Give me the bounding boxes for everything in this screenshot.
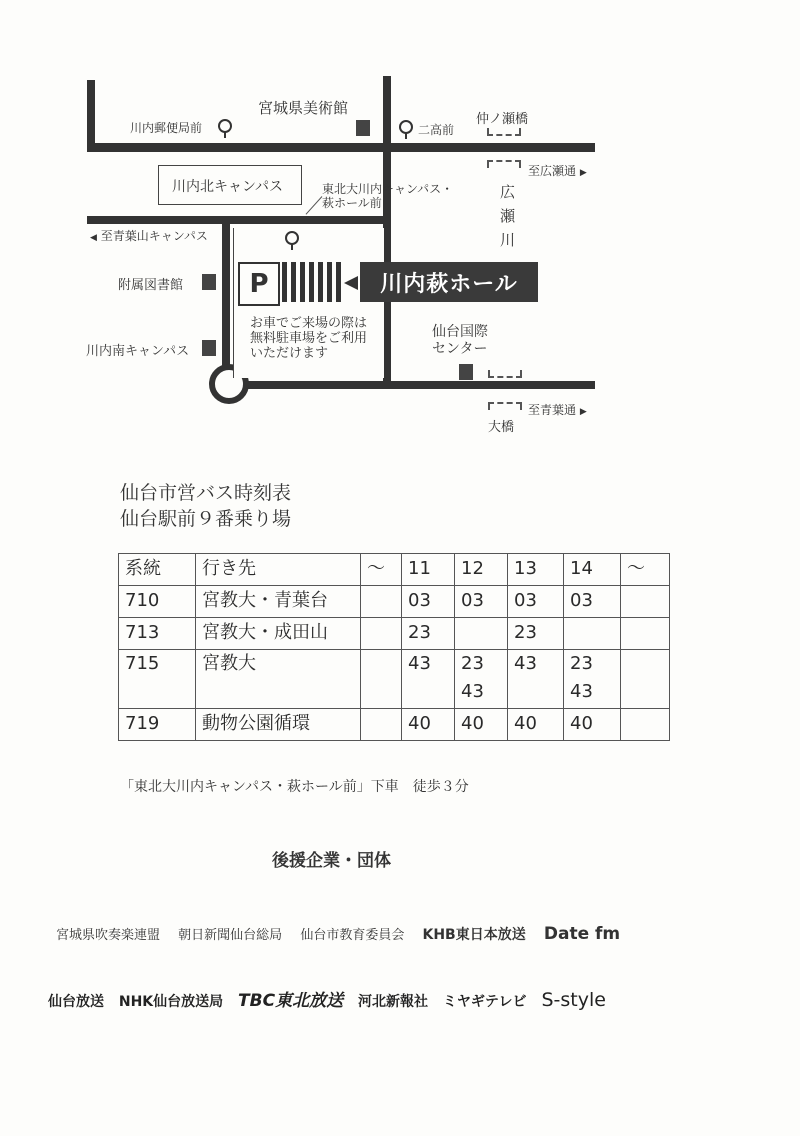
table-header-row bbox=[119, 554, 670, 586]
header-cell: 行き先 bbox=[196, 554, 361, 586]
ohashi-bridge-mark-top bbox=[488, 370, 522, 378]
minami-campus-building bbox=[202, 340, 216, 356]
river-label: 広 瀬 川 bbox=[500, 183, 516, 249]
empty-cell bbox=[621, 650, 670, 709]
time-cell: 40 bbox=[402, 709, 455, 741]
hall-stripes bbox=[282, 262, 342, 302]
road-upper-horizontal bbox=[87, 143, 595, 152]
timetable-title bbox=[120, 480, 291, 532]
dir-hirosedori: 至広瀬通 ▶ bbox=[528, 164, 587, 178]
time-cell: 43 bbox=[402, 650, 455, 709]
stop-nitakamae-label: 二高前 bbox=[418, 123, 455, 137]
sponsor-logo: S-style bbox=[541, 989, 606, 1011]
bus-stop-icon bbox=[285, 231, 299, 245]
header-cell: ～ bbox=[361, 554, 402, 586]
bus-stop-icon bbox=[218, 119, 232, 133]
empty-cell bbox=[361, 586, 402, 618]
hall-name: 川内萩ホール bbox=[380, 271, 518, 297]
time-cell: 23 43 bbox=[564, 650, 621, 709]
arrow-right-icon: ▶ bbox=[579, 407, 587, 417]
sponsors-title: 後援企業・団体 bbox=[272, 851, 391, 871]
stop-note: 「東北大川内キャンパス・萩ホール前」下車 徒歩３分 bbox=[120, 779, 469, 795]
road-south-horizontal bbox=[240, 381, 595, 389]
sponsor-logo: 河北新報社 bbox=[357, 994, 428, 1010]
stop-post-office-label: 川内郵便局前 bbox=[130, 121, 203, 135]
header-cell: 14 bbox=[564, 554, 621, 586]
header-cell: 11 bbox=[402, 554, 455, 586]
table-row bbox=[119, 618, 670, 650]
time-cell: 40 bbox=[564, 709, 621, 741]
access-map bbox=[0, 0, 800, 460]
museum-building bbox=[356, 120, 370, 136]
sponsor-logo: KHB東日本放送 bbox=[422, 927, 526, 943]
table-row bbox=[119, 650, 670, 709]
sponsors-row-1 bbox=[56, 924, 634, 944]
empty-cell bbox=[621, 709, 670, 741]
sponsor-name: 仙台市教育委員会 bbox=[300, 928, 405, 943]
parking-sign bbox=[238, 262, 280, 306]
arrow-left-icon: ◀ bbox=[90, 233, 97, 243]
dir-aobayama: ◀ 至青葉山キャンパス bbox=[90, 229, 208, 243]
ohashi-bridge-label: 大橋 bbox=[488, 420, 515, 435]
road-middle-horizontal bbox=[87, 216, 390, 224]
timetable-title-line2: 仙台駅前９番乗り場 bbox=[120, 508, 292, 530]
dest-cell: 宮教大 bbox=[196, 650, 361, 709]
road-north-vertical-right bbox=[383, 76, 391, 386]
table-row bbox=[119, 709, 670, 741]
time-cell: 03 bbox=[564, 586, 621, 618]
minami-campus-label: 川内南キャンパス bbox=[86, 344, 190, 359]
dir-aobadori: 至青葉通 ▶ bbox=[528, 403, 587, 417]
parking-symbol: P bbox=[249, 269, 269, 299]
empty-cell bbox=[621, 586, 670, 618]
bus-stop-icon bbox=[399, 120, 413, 134]
empty-cell bbox=[361, 618, 402, 650]
time-cell: 43 bbox=[508, 650, 564, 709]
header-cell: 12 bbox=[455, 554, 508, 586]
time-cell bbox=[455, 618, 508, 650]
hall-pointer bbox=[344, 276, 358, 290]
time-cell: 03 bbox=[455, 586, 508, 618]
route-cell: 715 bbox=[119, 650, 196, 709]
road-west-vertical bbox=[222, 216, 230, 366]
sponsor-logo: ミヤギテレビ bbox=[442, 994, 527, 1010]
dest-cell: 動物公園循環 bbox=[196, 709, 361, 741]
header-cell: ～ bbox=[621, 554, 670, 586]
sponsor-logo: Date fm bbox=[543, 924, 621, 944]
stop-tohoku-label: 東北大川内キャンパス・ 萩ホール前 bbox=[322, 182, 454, 210]
route-cell: 710 bbox=[119, 586, 196, 618]
ohashi-bridge-mark-bottom bbox=[488, 402, 522, 410]
sponsor-name: 宮城県吹奏楽連盟 bbox=[56, 928, 161, 943]
time-cell bbox=[564, 618, 621, 650]
sponsor-logo: NHK仙台放送局 bbox=[118, 994, 224, 1010]
empty-cell bbox=[361, 650, 402, 709]
time-cell: 03 bbox=[508, 586, 564, 618]
library-building bbox=[202, 274, 216, 290]
route-cell: 713 bbox=[119, 618, 196, 650]
empty-cell bbox=[361, 709, 402, 741]
parking-note: お車でご来場の際は 無料駐車場をご利用 いただけます bbox=[250, 316, 368, 361]
arrow-right-icon: ▶ bbox=[579, 168, 587, 178]
stop-pointer-line bbox=[306, 196, 323, 215]
kokusai-building bbox=[459, 364, 473, 380]
empty-cell bbox=[621, 618, 670, 650]
dest-cell: 宮教大・青葉台 bbox=[196, 586, 361, 618]
route-cell: 719 bbox=[119, 709, 196, 741]
nakanose-bridge-mark bbox=[487, 128, 521, 136]
time-cell: 03 bbox=[402, 586, 455, 618]
header-cell: 系統 bbox=[119, 554, 196, 586]
hirose-bridge-mark bbox=[487, 160, 521, 168]
bus-timetable bbox=[118, 553, 670, 741]
nakanose-bridge-label: 仲ノ瀬橋 bbox=[476, 112, 529, 127]
sponsor-logo: TBC東北放送 bbox=[238, 991, 344, 1011]
museum-label: 宮城県美術館 bbox=[258, 99, 349, 117]
kita-campus-label: 川内北キャンパス bbox=[172, 179, 284, 195]
table-row bbox=[119, 586, 670, 618]
kokusai-label: 仙台国際 センター bbox=[432, 324, 488, 357]
dest-cell: 宮教大・成田山 bbox=[196, 618, 361, 650]
time-cell: 40 bbox=[455, 709, 508, 741]
time-cell: 23 bbox=[508, 618, 564, 650]
sponsor-name: 朝日新聞仙台総局 bbox=[178, 928, 283, 943]
header-cell: 13 bbox=[508, 554, 564, 586]
road-north-vertical-left bbox=[87, 80, 95, 150]
time-cell: 23 43 bbox=[455, 650, 508, 709]
timetable-title-line1: 仙台市営バス時刻表 bbox=[120, 482, 292, 504]
time-cell: 40 bbox=[508, 709, 564, 741]
time-cell: 23 bbox=[402, 618, 455, 650]
sponsor-logo: 仙台放送 bbox=[48, 994, 104, 1010]
sponsors-row-2 bbox=[48, 986, 616, 1011]
library-label: 附属図書館 bbox=[118, 278, 184, 293]
hall-name-box bbox=[360, 262, 538, 302]
